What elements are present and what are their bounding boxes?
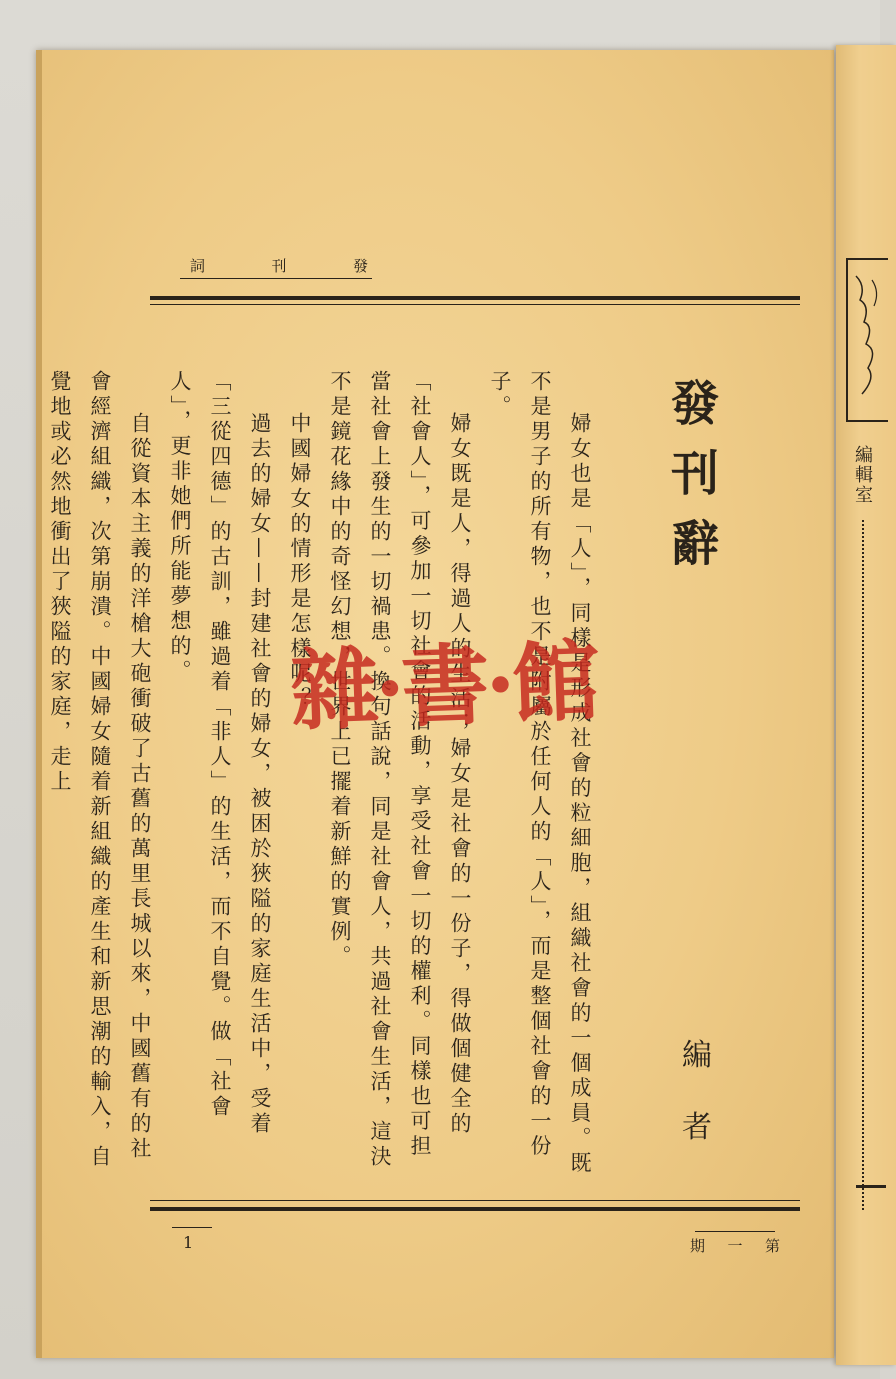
issue-rule [695,1231,775,1232]
article-body [48,370,600,1180]
top-thick-rule [150,296,800,300]
watermark-stamp: 雜·書·館 [288,628,598,744]
page-number: 1 [183,1233,194,1252]
issue-label [690,1235,780,1256]
running-head-char: 刊 [271,257,289,275]
running-head-rule [180,278,372,279]
title-char: 發 [670,376,719,432]
bottom-thick-rule [150,1207,800,1211]
title-char: 辭 [670,516,719,572]
title-char: 刊 [670,446,719,502]
right-page-label: 編輯室 [852,445,873,505]
body-paragraph: 自從資本主義的洋槍大砲衝破了古舊的萬里長城以來，中國舊有的社會經濟組織，次第崩潰。中國婦女隨着新組織的產生和新思潮的輸入，自覺地或必然地衝出了狹隘的家庭，走上 [48,370,152,1170]
article-title [660,376,730,590]
issue-char: 第 [764,1237,780,1255]
body-paragraph: 婦女也是「人」，同樣是形成社會的粒細胞，組織社會的一個成員。既不是男子的所有物，也不是附屬於任何人的「人」，而是整個社會的一份子。 [488,370,592,1177]
body-paragraph: 婦女既是人，得過人的生活；婦女是社會的一份子，得做個健全的「社會人」，可參加一切社會的活動，享受社會一切的權利。同樣也可担當社會上發生的一切禍患。換句話說，同是社會人，共過社會生活，這決不是鏡花緣中的奇怪幻想，世界上已擺着新鮮的實例。 [328,370,472,1170]
bottom-thin-rule [150,1200,800,1201]
right-page-edge [836,45,896,1365]
right-page-rule [856,1185,886,1188]
sketch-illustration-icon [852,266,882,406]
byline-char: 者 [682,1110,712,1145]
body-paragraph: 中國婦女的情形是怎樣呢？ [288,412,312,712]
body-paragraph: 過去的婦女——封建社會的婦女，被困於狹隘的家庭生活中，受着「三從四德」的古訓，雖過着「非人」的生活，而不自覺。做「社會人」，更非她們所能夢想的。 [168,370,272,1137]
top-thin-rule [150,304,800,305]
right-page-illustration-frame [846,258,888,422]
byline-char: 編 [682,1038,712,1073]
issue-char: 一 [727,1237,743,1255]
issue-char: 期 [690,1237,706,1255]
running-head-char: 發 [352,257,370,275]
byline [672,1030,722,1174]
right-page-dotted-leader [862,520,864,1210]
page-number-rule [172,1227,212,1228]
running-head-char: 詞 [190,257,208,275]
running-head [190,255,370,276]
